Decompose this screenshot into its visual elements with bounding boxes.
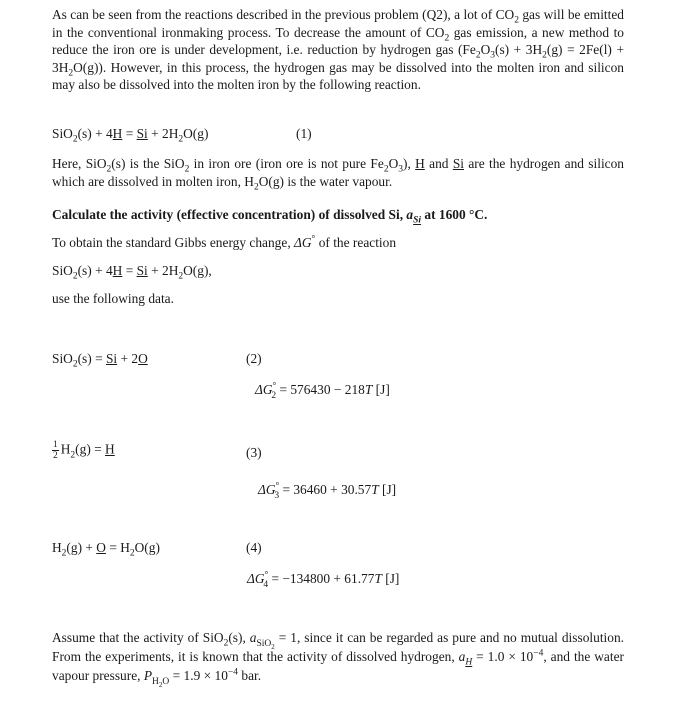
reaction-1: $SiO_2(s) + 4H = Si + 2H_2O(g)$ (52, 126, 209, 145)
gibbs-2: $\Delta G^\circ_2 = 576430 - 218T$ [J] (255, 381, 390, 401)
gibbs-3: $\Delta G^\circ_3 = 36460 + 30.57T$ [J] (258, 481, 397, 501)
intro-paragraph: As can be seen from the reactions described in the previous problem (Q2), a lot of $CO_2$ gas will be emitted in the conventional ironmaking process. To decrease the amount of $CO_2$ gas emission, a new method to reduce the iron ore is under development, i.e. reduction by hydrogen gas $(Fe_2O_3(s) + 3H_2(g) = 2Fe(l) + 3H_2O(g))$. However, in this process, the hydrogen gas may be dissolved into the molten iron and silicon may also be dissolved into the molten iron by the following reaction. (52, 7, 625, 92)
reaction-1-number: (1) (296, 126, 312, 141)
reaction-1-repeat: $SiO_2(s) + 4H = Si + 2H_2O(g)$, (52, 263, 212, 282)
reaction-2: SiO$_2$(s) = Si + 2O (52, 351, 148, 370)
half-fraction: $\frac{1}{2}$ (53, 440, 58, 461)
assumption-paragraph: Assume that the activity of SiO$_2$(s), $a_{SiO_2} = 1$, since it can be regarded as pure and no mutual dissolution. From the experiments, it is known that the activity of dissolved hydrogen, $a_H = 1.0 \times 10^{-4}$, and the water vapour pressure, $P_{H_2O} = 1.9 \times 10^{-4}$ bar. (52, 630, 624, 689)
definitions-paragraph: Here, SiO$_2$(s) is the SiO$_2$ in iron ore (iron ore is not pure $Fe_2O_3$), H and Si are the hydrogen and silicon which are dissolved in molten iron, $H_2O(g)$ is the water vapour. (52, 156, 625, 193)
gibbs-intro: To obtain the standard Gibbs energy change, ΔG° of the reaction (52, 234, 397, 250)
use-data-text: use the following data. (52, 291, 174, 306)
reaction-2-number: (2) (246, 351, 262, 366)
gibbs-4: $\Delta G^\circ_4 = -134800 + 61.77T$ [J] (247, 570, 400, 590)
reaction-4: $H_2(g) + O = H_2O(g)$ (52, 540, 160, 559)
reaction-4-number: (4) (246, 540, 262, 555)
reaction-3-number: (3) (246, 445, 262, 460)
task-statement: Calculate the activity (effective concentration) of dissolved Si, $a_{Si}$ at 1600 °C. (52, 207, 488, 226)
reaction-3: $\frac{1}{2}$ $H_2(g) = H$ (53, 440, 115, 461)
